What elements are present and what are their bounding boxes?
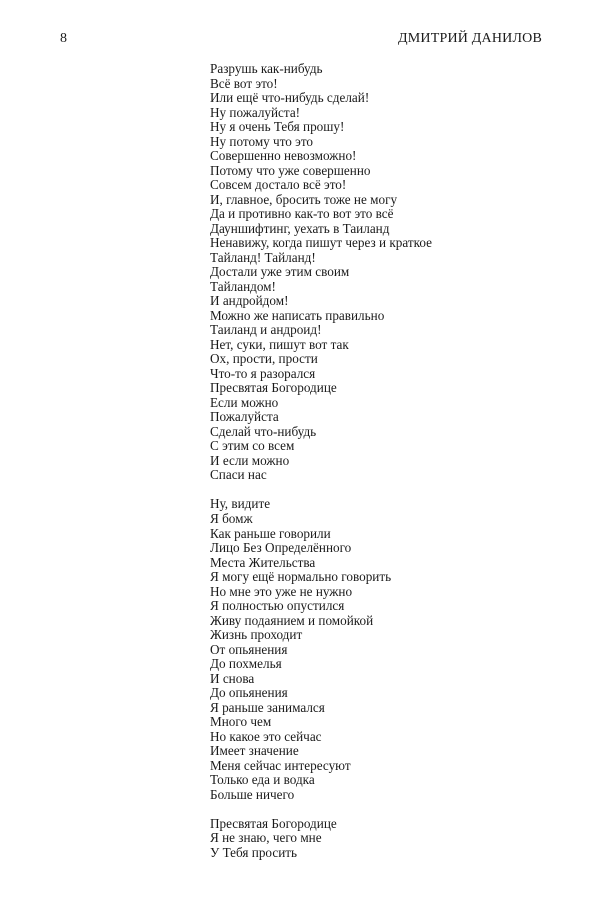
verse-line: Больше ничего: [210, 786, 295, 802]
verse-line: Ну пожалуйста!: [210, 104, 301, 120]
verse-line: Но мне это уже не нужно: [210, 583, 353, 599]
verse-line: От опьянения: [210, 641, 288, 657]
verse-line: С этим со всем: [210, 438, 295, 454]
verse-line: Я раньше занимался: [210, 699, 325, 715]
verse-line: Я не знаю, чего мне: [210, 830, 322, 846]
verse-line: Пресвятая Богородице: [210, 815, 337, 831]
verse-line: Сделай что-нибудь: [210, 423, 317, 439]
verse-line: Жизнь проходит: [210, 627, 303, 643]
verse-line: До похмелья: [210, 656, 282, 672]
verse-line: И, главное, бросить тоже не могу: [210, 191, 398, 207]
verse-line: Да и противно как-то вот это всё: [210, 206, 394, 222]
verse-line: Всё вот это!: [210, 75, 278, 91]
verse-line: Тайландом!: [210, 278, 276, 294]
verse-line: Живу подаянием и помойкой: [210, 612, 374, 628]
verse-line: Нет, суки, пишут вот так: [210, 336, 349, 352]
verse-line: Лицо Без Определённого: [210, 540, 352, 556]
verse-line: Можно же написать правильно: [210, 307, 385, 323]
verse-line: Я могу ещё нормально говорить: [210, 569, 392, 585]
verse-line: У Тебя просить: [210, 844, 298, 860]
verse-line: Совершенно невозможно!: [210, 148, 357, 164]
verse-line: Что-то я разорался: [210, 365, 316, 381]
verse-line: Спаси нас: [210, 467, 267, 483]
verse-line: Имеет значение: [210, 743, 299, 759]
verse-line: Только еда и водка: [210, 772, 315, 788]
verse-line: И снова: [210, 670, 255, 686]
verse-line: Или ещё что-нибудь сделай!: [210, 90, 370, 106]
verse-line: Ну, видите: [210, 496, 271, 512]
verse-line: Ох, прости, прости: [210, 351, 318, 367]
stanza-2: [210, 497, 432, 802]
verse-line: Если можно: [210, 394, 279, 410]
verse-line: И если можно: [210, 452, 290, 468]
running-head-author: ДМИТРИЙ ДАНИЛОВ: [398, 31, 542, 46]
verse-line: Потому что уже совершенно: [210, 162, 371, 178]
verse-line: Ненавижу, когда пишут через и краткое: [210, 235, 432, 251]
verse-line: Я бомж: [210, 510, 253, 526]
verse-line: Много чем: [210, 714, 272, 730]
verse-line: Ну я очень Тебя прошу!: [210, 119, 345, 135]
verse-line: Пожалуйста: [210, 409, 279, 425]
stanza-1: [210, 62, 432, 483]
verse-line: Совсем достало всё это!: [210, 177, 347, 193]
verse-line: Тайланд! Тайланд!: [210, 249, 316, 265]
verse-line: До опьянения: [210, 685, 288, 701]
stanza-3: [210, 817, 432, 861]
verse-line: Меня сейчас интересуют: [210, 757, 351, 773]
verse-line: Ну потому что это: [210, 133, 314, 149]
verse-line: Места Жительства: [210, 554, 316, 570]
verse-line: Разрушь как-нибудь: [210, 61, 323, 76]
verse-line: Пресвятая Богородице: [210, 380, 337, 396]
verse-line: И андройдом!: [210, 293, 289, 309]
verse-line: Но какое это сейчас: [210, 728, 322, 744]
page-number: 8: [60, 31, 67, 46]
verse-line: Как раньше говорили: [210, 525, 331, 541]
verse-line: Таиланд и андроид!: [210, 322, 322, 338]
verse-line: Дауншифтинг, уехать в Таиланд: [210, 220, 390, 236]
verse-line: Я полностью опустился: [210, 598, 345, 614]
poem-body: [210, 62, 432, 875]
verse-line: Достали уже этим своим: [210, 264, 350, 280]
